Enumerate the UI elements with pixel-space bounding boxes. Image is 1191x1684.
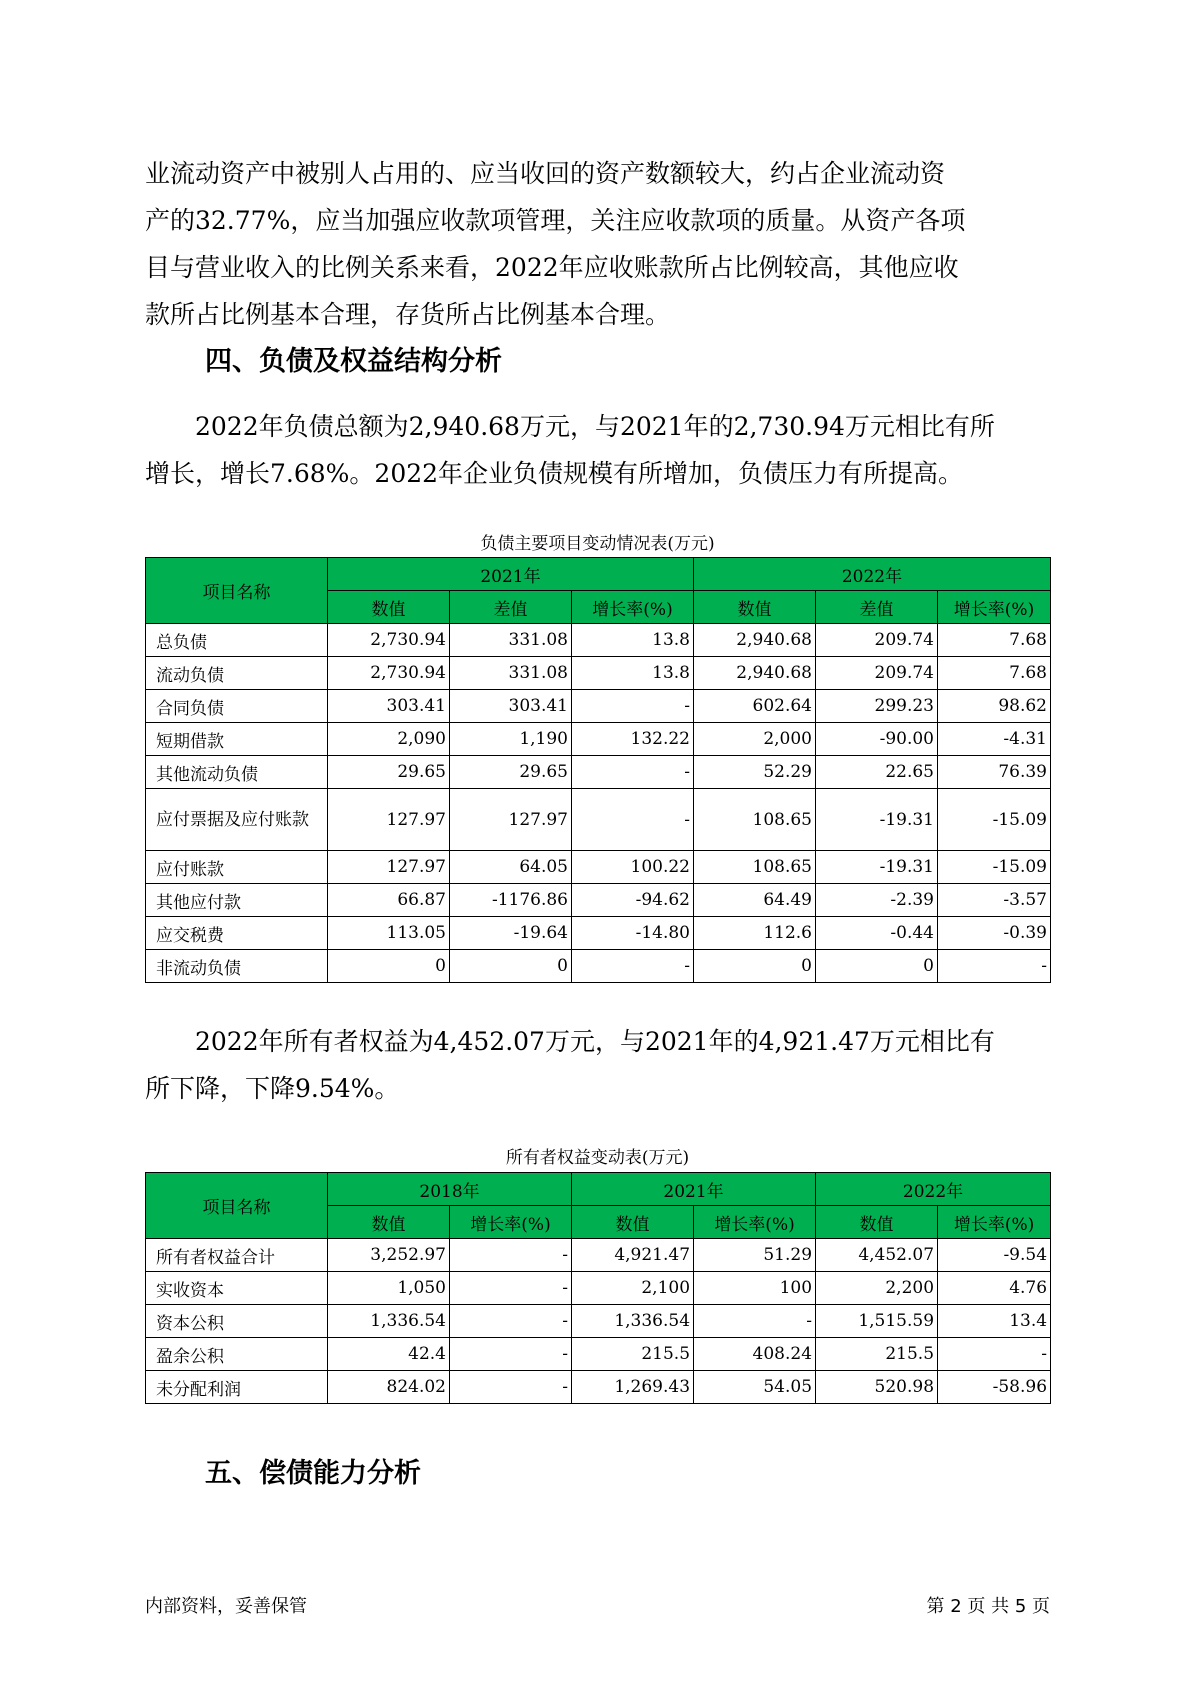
liability-summary-paragraph xyxy=(145,403,1050,497)
table-row xyxy=(146,657,1051,690)
table-cell: 1,515.59 xyxy=(816,1305,938,1338)
table-cell: -0.44 xyxy=(816,917,938,950)
table-cell: 2,940.68 xyxy=(694,657,816,690)
text-line: 2022年所有者权益为4,452.07万元，与2021年的4,921.47万元相比有 xyxy=(195,1027,995,1056)
column-header: 数值 xyxy=(572,1206,694,1239)
text-line: 目与营业收入的比例关系来看，2022年应收账款所占比例较高，其他应收 xyxy=(145,253,959,282)
section-heading-4: 四、负债及权益结构分析 xyxy=(205,346,502,377)
table-cell: -19.64 xyxy=(450,917,572,950)
table-cell: 520.98 xyxy=(816,1371,938,1404)
table-cell: - xyxy=(450,1272,572,1305)
row-label: 未分配利润 xyxy=(146,1371,328,1404)
table-cell: 29.65 xyxy=(450,756,572,789)
text-line: 业流动资产中被别人占用的、应当收回的资产数额较大，约占企业流动资 xyxy=(145,159,946,188)
column-header-year: 2018年 xyxy=(328,1173,572,1206)
column-header-year: 2021年 xyxy=(328,558,694,591)
text-line: 所下降，下降9.54%。 xyxy=(145,1074,400,1103)
table-cell: 13.4 xyxy=(938,1305,1051,1338)
table-cell: 1,190 xyxy=(450,723,572,756)
equity-summary-paragraph xyxy=(145,1018,1050,1112)
table-cell: 113.05 xyxy=(328,917,450,950)
table-cell: - xyxy=(450,1239,572,1272)
table-cell: 1,336.54 xyxy=(328,1305,450,1338)
table-cell: -9.54 xyxy=(938,1239,1051,1272)
table-cell: -19.31 xyxy=(816,789,938,851)
text-line: 2022年负债总额为2,940.68万元，与2021年的2,730.94万元相比有所 xyxy=(195,412,995,441)
table-cell: - xyxy=(450,1305,572,1338)
column-header-year: 2022年 xyxy=(694,558,1051,591)
table-cell: 215.5 xyxy=(816,1338,938,1371)
table-header-row xyxy=(146,558,1051,591)
table-cell: 4,921.47 xyxy=(572,1239,694,1272)
table-cell: 66.87 xyxy=(328,884,450,917)
table-cell: 408.24 xyxy=(694,1338,816,1371)
table-cell: -15.09 xyxy=(938,851,1051,884)
row-label: 非流动负债 xyxy=(146,950,328,983)
table-row xyxy=(146,1371,1051,1404)
table-cell: 602.64 xyxy=(694,690,816,723)
table-cell: 303.41 xyxy=(450,690,572,723)
table-cell: 7.68 xyxy=(938,624,1051,657)
column-header: 增长率(%) xyxy=(938,591,1051,624)
table-cell: 132.22 xyxy=(572,723,694,756)
table-cell: 2,000 xyxy=(694,723,816,756)
table-cell: 64.49 xyxy=(694,884,816,917)
column-header-item-name: 项目名称 xyxy=(146,558,328,624)
table-cell: 4,452.07 xyxy=(816,1239,938,1272)
column-header: 数值 xyxy=(328,1206,450,1239)
table-cell: 1,336.54 xyxy=(572,1305,694,1338)
table-row xyxy=(146,950,1051,983)
table-cell: 112.6 xyxy=(694,917,816,950)
table-cell: 127.97 xyxy=(450,789,572,851)
table-row xyxy=(146,1239,1051,1272)
table-cell: 824.02 xyxy=(328,1371,450,1404)
table-cell: -58.96 xyxy=(938,1371,1051,1404)
column-header: 增长率(%) xyxy=(572,591,694,624)
column-header-item-name: 项目名称 xyxy=(146,1173,328,1239)
row-label: 总负债 xyxy=(146,624,328,657)
table-header-row xyxy=(146,1173,1051,1206)
table-cell: 4.76 xyxy=(938,1272,1051,1305)
column-header: 增长率(%) xyxy=(450,1206,572,1239)
column-header: 数值 xyxy=(816,1206,938,1239)
table-cell: -94.62 xyxy=(572,884,694,917)
column-header: 差值 xyxy=(450,591,572,624)
table-cell: -90.00 xyxy=(816,723,938,756)
row-label: 资本公积 xyxy=(146,1305,328,1338)
table-cell: -15.09 xyxy=(938,789,1051,851)
table-row xyxy=(146,789,1051,851)
table-cell: 2,730.94 xyxy=(328,657,450,690)
table-cell: 7.68 xyxy=(938,657,1051,690)
table-cell: 13.8 xyxy=(572,657,694,690)
table-cell: - xyxy=(450,1338,572,1371)
table-cell: 127.97 xyxy=(328,789,450,851)
table-cell: -2.39 xyxy=(816,884,938,917)
table-row xyxy=(146,624,1051,657)
table-cell: 0 xyxy=(450,950,572,983)
table-cell: -14.80 xyxy=(572,917,694,950)
table-cell: 2,730.94 xyxy=(328,624,450,657)
row-label: 其他应付款 xyxy=(146,884,328,917)
equity-table-caption: 所有者权益变动表(万元) xyxy=(505,1148,690,1168)
row-label: 所有者权益合计 xyxy=(146,1239,328,1272)
table-cell: 2,100 xyxy=(572,1272,694,1305)
table-cell: -3.57 xyxy=(938,884,1051,917)
table-cell: 108.65 xyxy=(694,789,816,851)
footer-confidential-note: 内部资料，妥善保管 xyxy=(145,1596,307,1617)
table-cell: 64.05 xyxy=(450,851,572,884)
table-cell: 2,940.68 xyxy=(694,624,816,657)
row-label: 短期借款 xyxy=(146,723,328,756)
table-cell: 215.5 xyxy=(572,1338,694,1371)
table-cell: 0 xyxy=(328,950,450,983)
table-cell: - xyxy=(938,1338,1051,1371)
table-cell: 299.23 xyxy=(816,690,938,723)
column-header: 数值 xyxy=(328,591,450,624)
column-header: 增长率(%) xyxy=(694,1206,816,1239)
table-cell: 331.08 xyxy=(450,657,572,690)
section-heading-5: 五、偿债能力分析 xyxy=(205,1458,421,1489)
table-cell: 13.8 xyxy=(572,624,694,657)
table-cell: 2,200 xyxy=(816,1272,938,1305)
table-row xyxy=(146,917,1051,950)
table-row xyxy=(146,1272,1051,1305)
table-cell: - xyxy=(938,950,1051,983)
text-line: 增长，增长7.68%。2022年企业负债规模有所增加，负债压力有所提高。 xyxy=(145,459,964,488)
liability-table-caption: 负债主要项目变动情况表(万元) xyxy=(480,534,715,554)
intro-paragraph xyxy=(145,150,1050,338)
table-row xyxy=(146,690,1051,723)
table-cell: 0 xyxy=(816,950,938,983)
table-cell: 209.74 xyxy=(816,624,938,657)
column-header: 数值 xyxy=(694,591,816,624)
table-cell: 108.65 xyxy=(694,851,816,884)
table-cell: - xyxy=(572,950,694,983)
table-row xyxy=(146,1338,1051,1371)
table-cell: 22.65 xyxy=(816,756,938,789)
table-cell: - xyxy=(572,756,694,789)
column-header: 差值 xyxy=(816,591,938,624)
column-header: 增长率(%) xyxy=(938,1206,1051,1239)
table-row xyxy=(146,851,1051,884)
table-cell: - xyxy=(450,1371,572,1404)
table-cell: 127.97 xyxy=(328,851,450,884)
row-label: 流动负债 xyxy=(146,657,328,690)
row-label: 实收资本 xyxy=(146,1272,328,1305)
table-cell: - xyxy=(694,1305,816,1338)
table-cell: 2,090 xyxy=(328,723,450,756)
table-cell: 42.4 xyxy=(328,1338,450,1371)
table-cell: -4.31 xyxy=(938,723,1051,756)
table-row xyxy=(146,884,1051,917)
row-label: 其他流动负债 xyxy=(146,756,328,789)
row-label: 应交税费 xyxy=(146,917,328,950)
table-cell: 98.62 xyxy=(938,690,1051,723)
table-cell: - xyxy=(572,690,694,723)
table-cell: 1,269.43 xyxy=(572,1371,694,1404)
table-row xyxy=(146,1305,1051,1338)
table-cell: 54.05 xyxy=(694,1371,816,1404)
table-cell: 52.29 xyxy=(694,756,816,789)
table-cell: -1176.86 xyxy=(450,884,572,917)
table-cell: 51.29 xyxy=(694,1239,816,1272)
table-cell: - xyxy=(572,789,694,851)
footer-page-number: 第 2 页 共 5 页 xyxy=(926,1596,1050,1617)
table-row xyxy=(146,756,1051,789)
table-cell: -0.39 xyxy=(938,917,1051,950)
column-header-year: 2021年 xyxy=(572,1173,816,1206)
table-cell: 209.74 xyxy=(816,657,938,690)
table-cell: 76.39 xyxy=(938,756,1051,789)
table-cell: 3,252.97 xyxy=(328,1239,450,1272)
table-cell: 0 xyxy=(694,950,816,983)
table-cell: -19.31 xyxy=(816,851,938,884)
text-line: 款所占比例基本合理，存货所占比例基本合理。 xyxy=(145,300,671,329)
liability-table xyxy=(145,557,1051,983)
table-cell: 1,050 xyxy=(328,1272,450,1305)
table-cell: 29.65 xyxy=(328,756,450,789)
table-cell: 100 xyxy=(694,1272,816,1305)
table-cell: 100.22 xyxy=(572,851,694,884)
row-label: 应付票据及应付账款 xyxy=(146,789,328,851)
column-header-year: 2022年 xyxy=(816,1173,1051,1206)
table-cell: 303.41 xyxy=(328,690,450,723)
table-row xyxy=(146,723,1051,756)
table-cell: 331.08 xyxy=(450,624,572,657)
equity-table xyxy=(145,1172,1051,1404)
text-line: 产的32.77%，应当加强应收款项管理，关注应收款项的质量。从资产各项 xyxy=(145,206,966,235)
row-label: 盈余公积 xyxy=(146,1338,328,1371)
row-label: 应付账款 xyxy=(146,851,328,884)
row-label: 合同负债 xyxy=(146,690,328,723)
